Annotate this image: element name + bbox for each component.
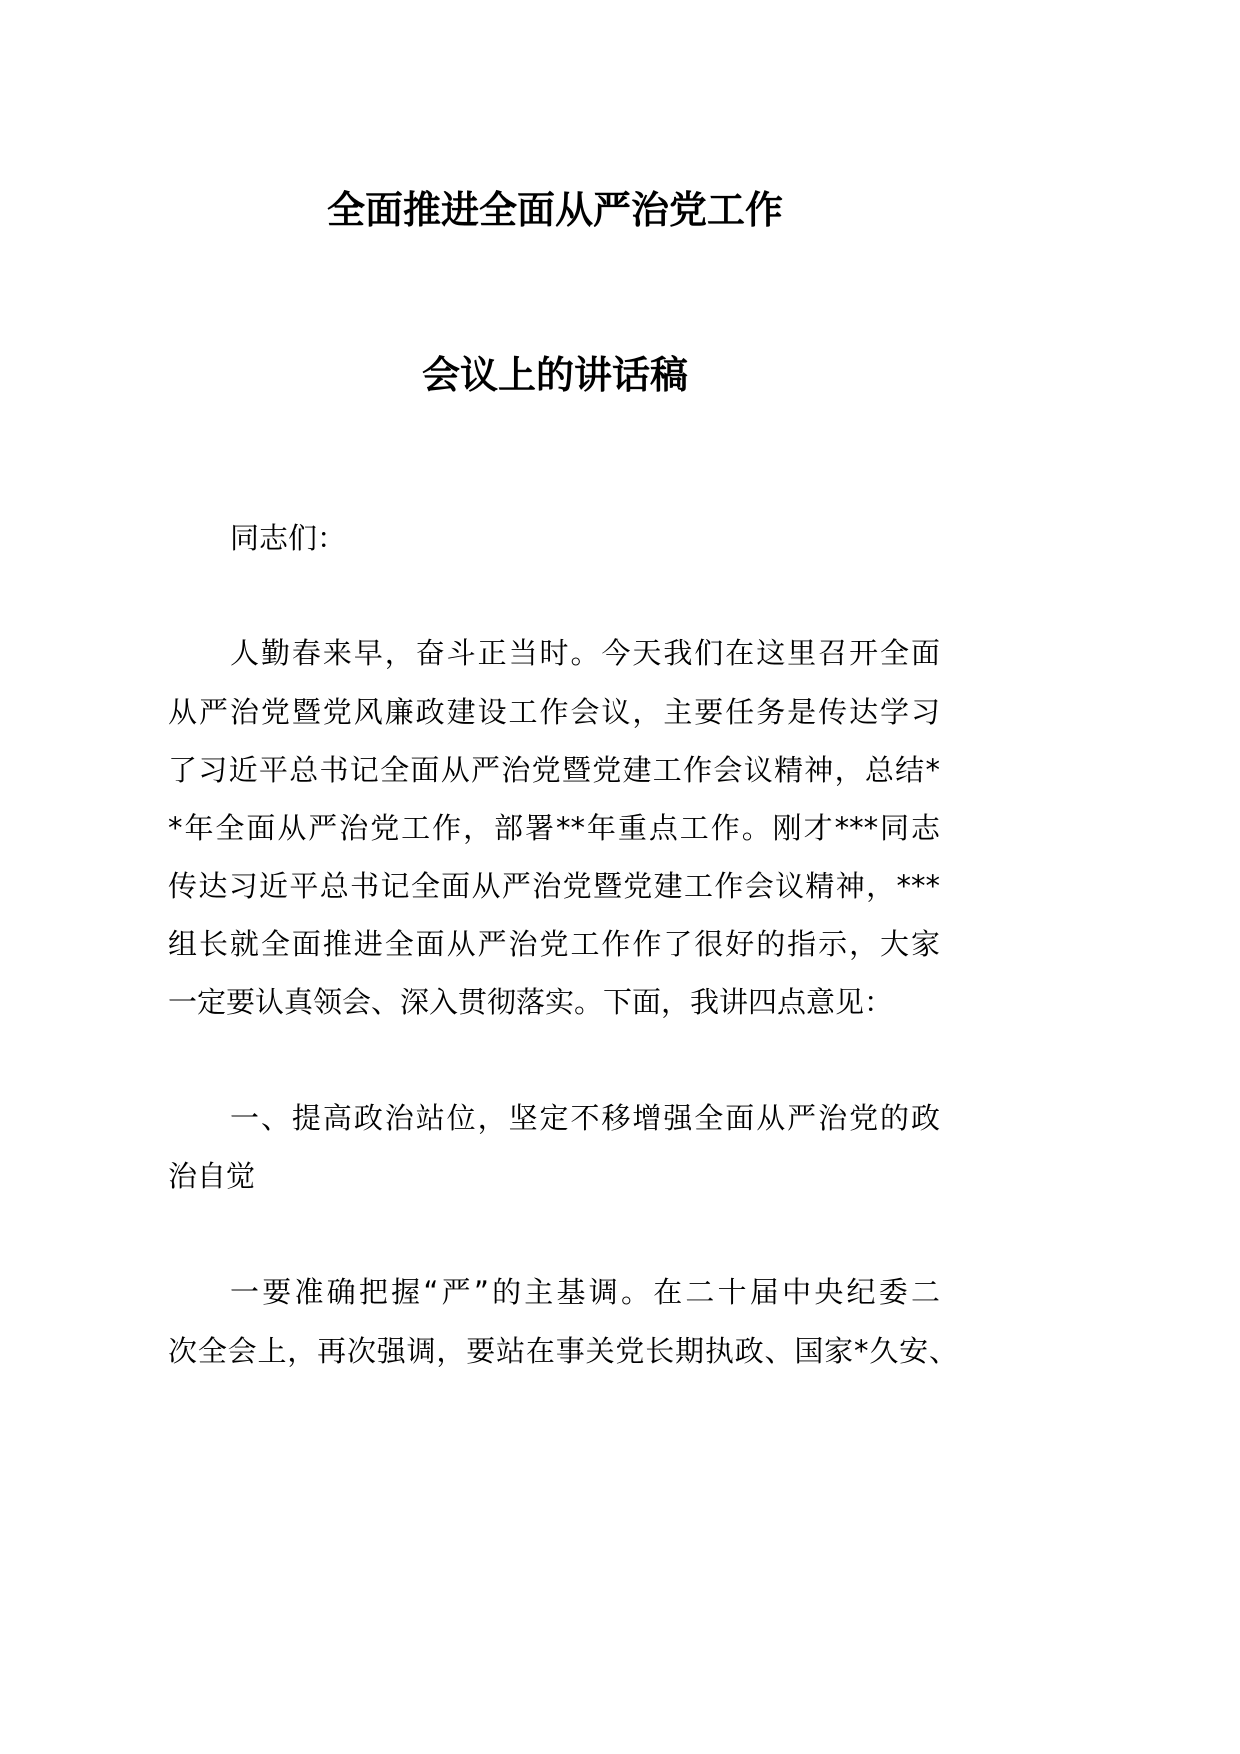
paragraph-line: 从严治党暨党风廉政建设工作会议，主要任务是传达学习 — [168, 695, 940, 729]
paragraph-line: 人勤春来早，奋斗正当时。今天我们在这里召开全面 — [230, 636, 940, 670]
paragraph-line: 次全会上，再次强调，要站在事关党长期执政、国家*久安、 — [168, 1334, 958, 1368]
paragraph-line: 一要准确把握“严”的主基调。在二十届中央纪委二 — [230, 1275, 940, 1309]
salutation: 同志们： — [230, 521, 347, 555]
heading-line: 治自觉 — [168, 1159, 256, 1193]
paragraph-line: 传达习近平总书记全面从严治党暨党建工作会议精神，*** — [168, 869, 940, 903]
paragraph-line: 一定要认真领会、深入贯彻落实。下面，我讲四点意见： — [168, 985, 894, 1019]
document-title-line-1: 全面推进全面从严治党工作 — [326, 188, 783, 232]
paragraph-line: 组长就全面推进全面从严治党工作作了很好的指示，大家 — [168, 927, 940, 961]
paragraph-line: *年全面从严治党工作，部署**年重点工作。刚才***同志 — [168, 811, 940, 845]
heading-line: 一、提高政治站位，坚定不移增强全面从严治党的政 — [230, 1101, 940, 1135]
paragraph-line: 了习近平总书记全面从严治党暨党建工作会议精神，总结* — [168, 753, 940, 787]
document-title-line-2: 会议上的讲话稿 — [421, 353, 688, 397]
